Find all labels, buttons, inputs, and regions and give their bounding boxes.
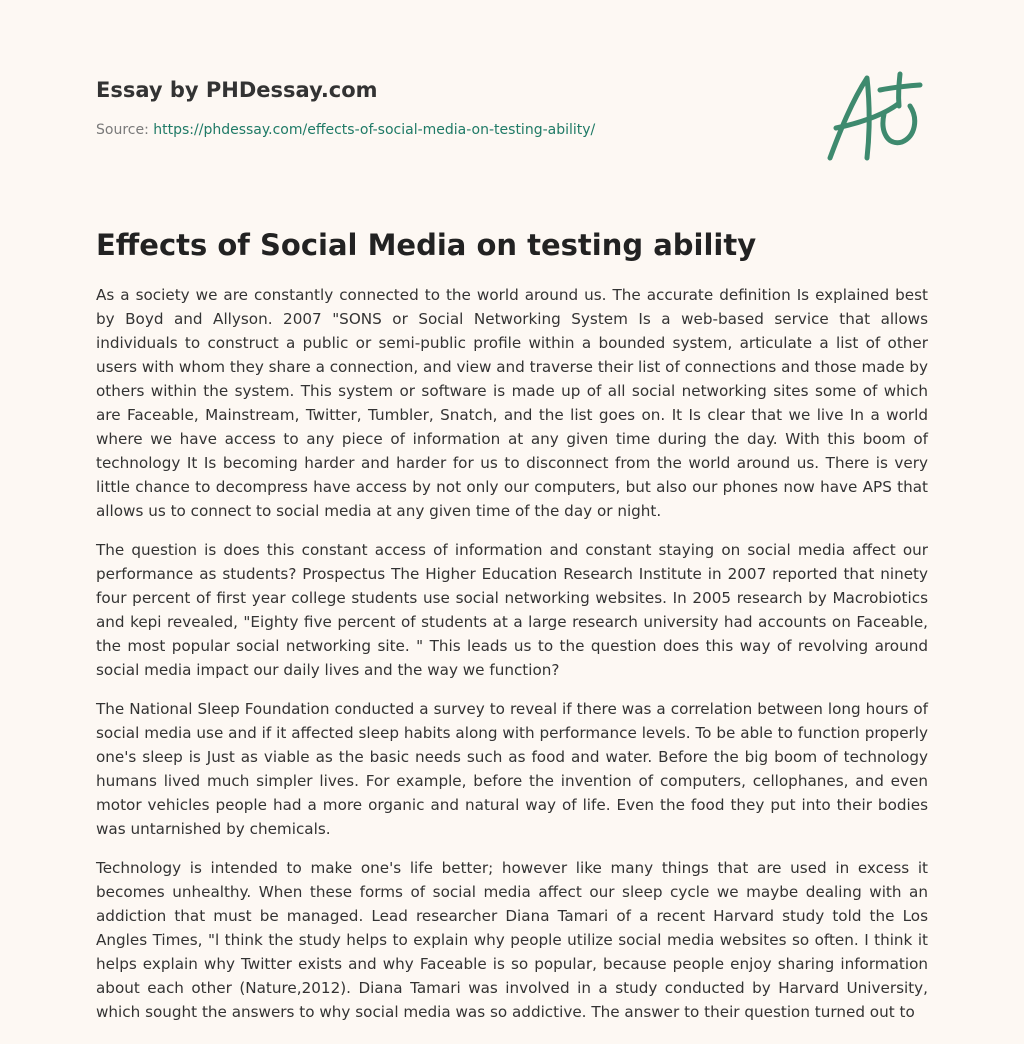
source-link[interactable]: https://phdessay.com/effects-of-social-media-on-testing-ability/ — [153, 122, 596, 138]
source-line — [96, 120, 736, 140]
essay-paragraph: As a society we are constantly connected to the world around us. The accurate definition Is explained best by Boyd and Allyson. 2007 "SONS or Social Networking System Is a web-based service that allows individuals to construct a public or semi-public profile within a bounded system, articulate a list of other users with whom they share a connection, and view and traverse their list of connections and those made by others within the system. This system or software is made up of all social networking sites some of which are Faceable, Mainstream, Twitter, Tumbler, Snatch, and the list goes on. It Is clear that we live In a world where we have access to any piece of information at any given time during the day. With this boom of technology It Is becoming harder and harder for us to disconnect from the world around us. There is very little chance to decompress have access by not only our computers, but also our phones now have APS that allows us to connect to social media at any given time of the day or night. — [96, 286, 928, 520]
source-label: Source: — [96, 122, 154, 138]
essay-paragraph: The question is does this constant access of information and constant staying on social media affect our performance as students? Prospectus The Higher Education Research Institute in 2007 reported that ninety four percent of first year college students use social networking websites. In 2005 research by Macrobiotics and kepi revealed, "Eighty five percent of students at a large research university had accounts on Faceable, the most popular social networking site. " This leads us to the question does this way of revolving around social media impact our daily lives and the way we function? — [96, 541, 928, 679]
essay-title: Effects of Social Media on testing ability — [96, 228, 757, 262]
essay-paragraph: The National Sleep Foundation conducted a survey to reveal if there was a correlation between long hours of social media use and if it affected sleep habits along with performance levels. To be able to function properly one's sleep is Just as viable as the basic needs such as food and water. Before the big boom of technology humans lived much simpler lives. For example, before the invention of computers, cellophanes, and even motor vehicles people had a more organic and natural way of life. Even the food they put into their bodies was untarnished by chemicals. — [96, 700, 928, 838]
essay-header — [96, 76, 736, 140]
essay-paragraph: Technology is intended to make one's life better; however like many things that are used in excess it becomes unhealthy. When these forms of social media affect our sleep cycle we maybe dealing with an addiction that must be managed. Lead researcher Diana Tamari of a recent Harvard study told the Los Angles Times, "l think the study helps to explain why people utilize social media websites so often. I think it helps explain why Twitter exists and why Faceable is so popular, because people enjoy sharing information about each other (Nature,2012). Diana Tamari was involved in a study conducted by Harvard University, which sought the answers to why social media was so addictive. The answer to their question turned out to — [96, 859, 928, 1021]
site-brand: Essay by PHDessay.com — [96, 78, 378, 102]
essay-body — [96, 283, 928, 1039]
a-plus-grade-logo-icon — [820, 66, 930, 166]
